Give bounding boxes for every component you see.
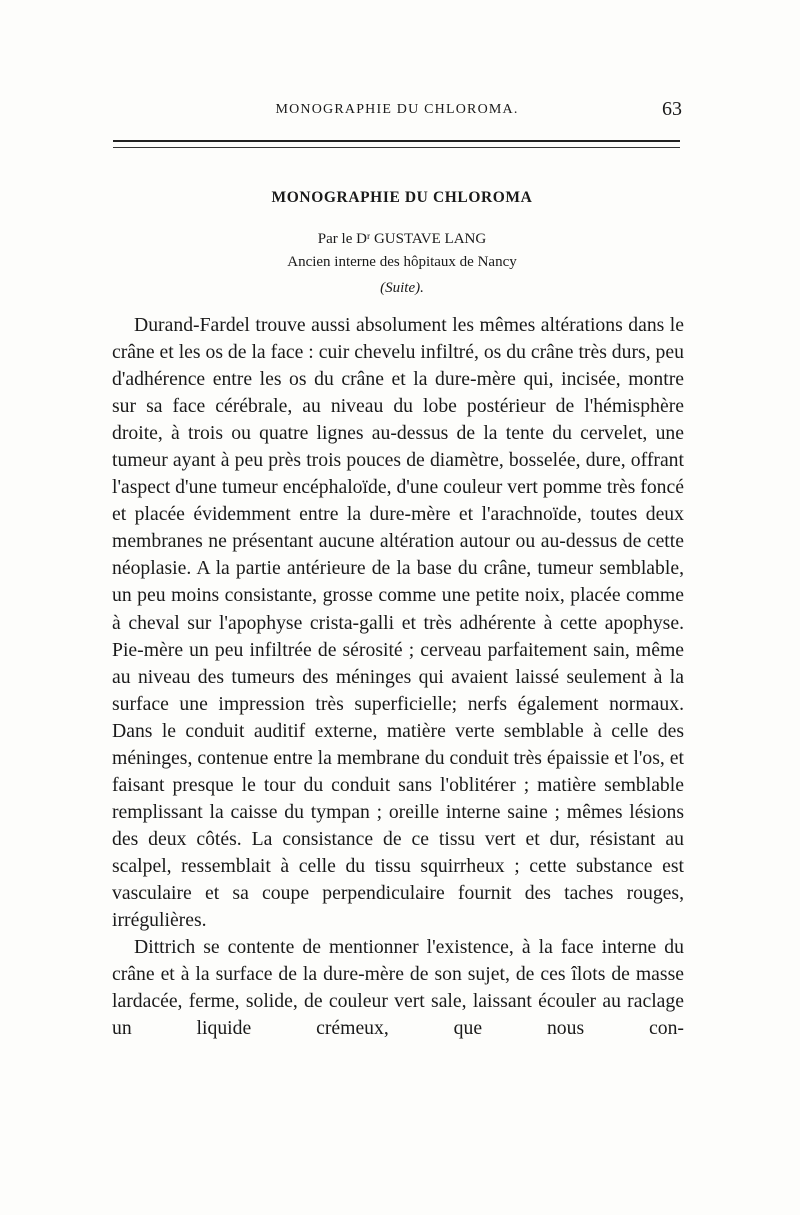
- continuation-note: (Suite).: [380, 280, 424, 296]
- header-rule-thin: [113, 147, 680, 148]
- running-title: MONOGRAPHIE DU CHLOROMA.: [275, 102, 519, 117]
- article-heading: [112, 188, 692, 298]
- author-byline: Par le Dʳ GUSTAVE LANG: [317, 231, 487, 247]
- author-affiliation: Ancien interne des hôpitaux de Nancy: [287, 254, 517, 270]
- header-rule-thick: [113, 140, 680, 142]
- running-head: [112, 98, 682, 122]
- article-title: MONOGRAPHIE DU CHLOROMA: [271, 189, 533, 206]
- page-number: 63: [662, 98, 682, 120]
- paragraph: Dittrich se contente de mentionner l'existence, à la face interne du crâne et à la surface de la dure-mère de son sujet, de ces îlots de masse lardacée, ferme, solide, de couleur vert sale, laissant écouler au raclage un liquide crémeux, que nous con-: [112, 936, 684, 1040]
- paragraph: Durand-Fardel trouve aussi absolument les mêmes altérations dans le crâne et les os de la face : cuir chevelu infiltré, os du crâne très durs, peu d'adhérence entre les os du crâne et la dure-mère qui, incisée, montre sur sa face cérébrale, au niveau du lobe postérieur de l'hémisphère droite, à trois ou quatre lignes au-dessus de la tente du cervelet, une tumeur ayant à peu près trois pouces de diamètre, bosselée, dure, offrant l'aspect d'une tumeur encéphaloïde, d'une couleur vert pomme très foncé et placée évidemment entre la dure-mère et l'arachnoïde, toutes deux membranes ne présentant aucune altération autour ou au-dessus de cette néoplasie. A la partie antérieure de la base du crâne, tumeur semblable, un peu moins consistante, grosse comme une petite noix, placée comme à cheval sur l'apophyse crista-galli et très adhérente à cette apophyse. Pie-mère un peu infiltrée de sérosité ; cerveau parfaitement sain, même au niveau des tumeurs des méninges qui avaient laissé seulement à la surface une impression très superficielle; nerfs également normaux. Dans le conduit auditif externe, matière verte semblable à celle des méninges, contenue entre la membrane du conduit très épaissie et l'os, et faisant presque le tour du conduit sans l'oblitérer ; matière semblable remplissant la caisse du tympan ; oreille interne saine ; mêmes lésions des deux côtés. La consistance de ce tissu vert et dur, résistant au scalpel, ressemblait à celle du tissu squirrheux ; cette substance est vasculaire et sa coupe perpendiculaire fournit des taches rouges, irrégulières.: [112, 314, 684, 932]
- body-text: [112, 312, 684, 1042]
